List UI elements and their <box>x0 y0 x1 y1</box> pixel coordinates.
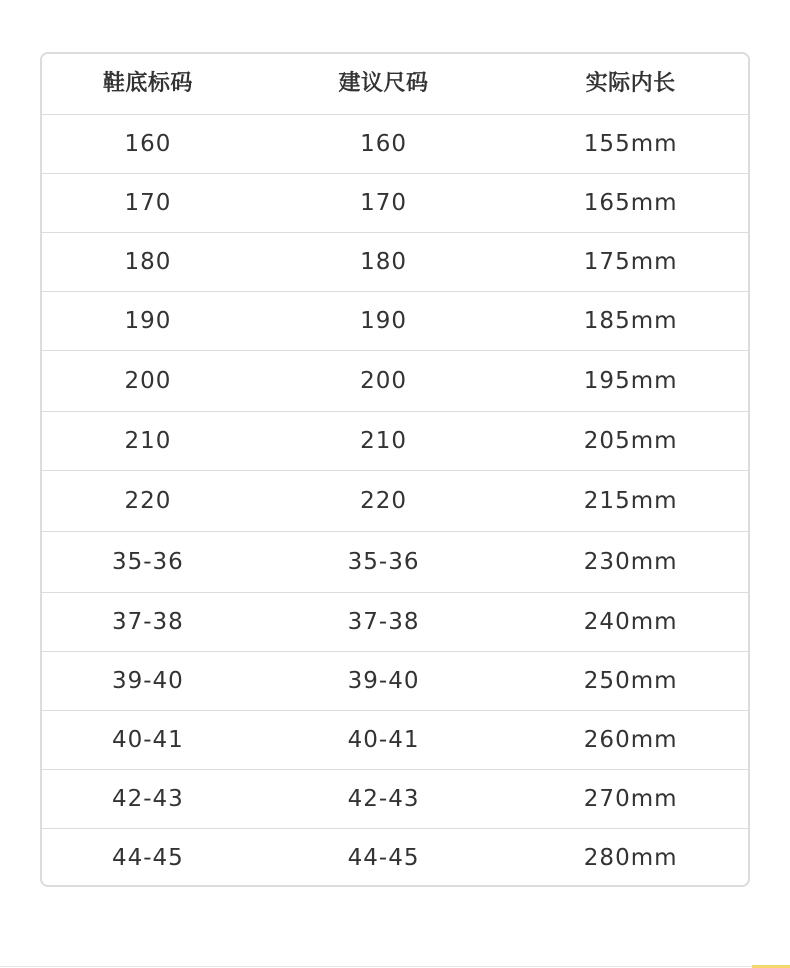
table-row <box>42 351 748 412</box>
sole-size-cell: 160 <box>124 130 172 157</box>
inner-length-cell: 250mm <box>583 667 678 694</box>
sole-size-cell: 44-45 <box>111 844 184 871</box>
inner-length-cell: 260mm <box>583 726 678 753</box>
recommended-size-cell: 160 <box>360 130 408 157</box>
sole-size-cell: 170 <box>124 189 172 216</box>
recommended-size-cell: 190 <box>360 307 408 334</box>
inner-length-cell: 165mm <box>583 189 678 216</box>
table-row <box>42 292 748 351</box>
table-row <box>42 532 748 593</box>
table-row <box>42 174 748 233</box>
table-row <box>42 233 748 292</box>
inner-length-cell: 270mm <box>583 785 678 812</box>
recommended-size-cell: 44-45 <box>347 844 420 871</box>
recommended-size-cell: 220 <box>360 487 408 514</box>
sole-size-cell: 42-43 <box>111 785 184 812</box>
inner-length-cell: 215mm <box>583 487 678 514</box>
recommended-size-cell: 40-41 <box>347 726 420 753</box>
table-row <box>42 593 748 652</box>
table-row <box>42 770 748 829</box>
sole-size-cell: 210 <box>124 427 172 454</box>
inner-length-cell: 155mm <box>583 130 678 157</box>
sole-size-cell: 200 <box>124 367 172 394</box>
header-recommended-size: 建议尺码 <box>338 71 429 96</box>
inner-length-cell: 175mm <box>583 248 678 275</box>
table-header-row <box>42 54 748 115</box>
recommended-size-cell: 170 <box>360 189 408 216</box>
bottom-divider <box>0 966 790 967</box>
inner-length-cell: 280mm <box>583 844 678 871</box>
sole-size-cell: 40-41 <box>111 726 184 753</box>
recommended-size-cell: 210 <box>360 427 408 454</box>
inner-length-cell: 205mm <box>583 427 678 454</box>
sole-size-cell: 220 <box>124 487 172 514</box>
sole-size-cell: 35-36 <box>111 548 184 575</box>
inner-length-cell: 195mm <box>583 367 678 394</box>
table-row <box>42 652 748 711</box>
table-row <box>42 711 748 770</box>
recommended-size-cell: 180 <box>360 248 408 275</box>
table-row <box>42 471 748 532</box>
sole-size-cell: 39-40 <box>111 667 184 694</box>
recommended-size-cell: 37-38 <box>347 608 420 635</box>
table-row <box>42 829 748 887</box>
recommended-size-cell: 42-43 <box>347 785 420 812</box>
size-chart-table <box>40 52 750 887</box>
inner-length-cell: 240mm <box>583 608 678 635</box>
sole-size-cell: 190 <box>124 307 172 334</box>
sole-size-cell: 37-38 <box>111 608 184 635</box>
inner-length-cell: 230mm <box>583 548 678 575</box>
table-row <box>42 115 748 174</box>
recommended-size-cell: 35-36 <box>347 548 420 575</box>
header-inner-length: 实际内长 <box>585 71 676 96</box>
table-row <box>42 412 748 471</box>
recommended-size-cell: 39-40 <box>347 667 420 694</box>
inner-length-cell: 185mm <box>583 307 678 334</box>
sole-size-cell: 180 <box>124 248 172 275</box>
recommended-size-cell: 200 <box>360 367 408 394</box>
header-sole-size: 鞋底标码 <box>102 71 193 96</box>
